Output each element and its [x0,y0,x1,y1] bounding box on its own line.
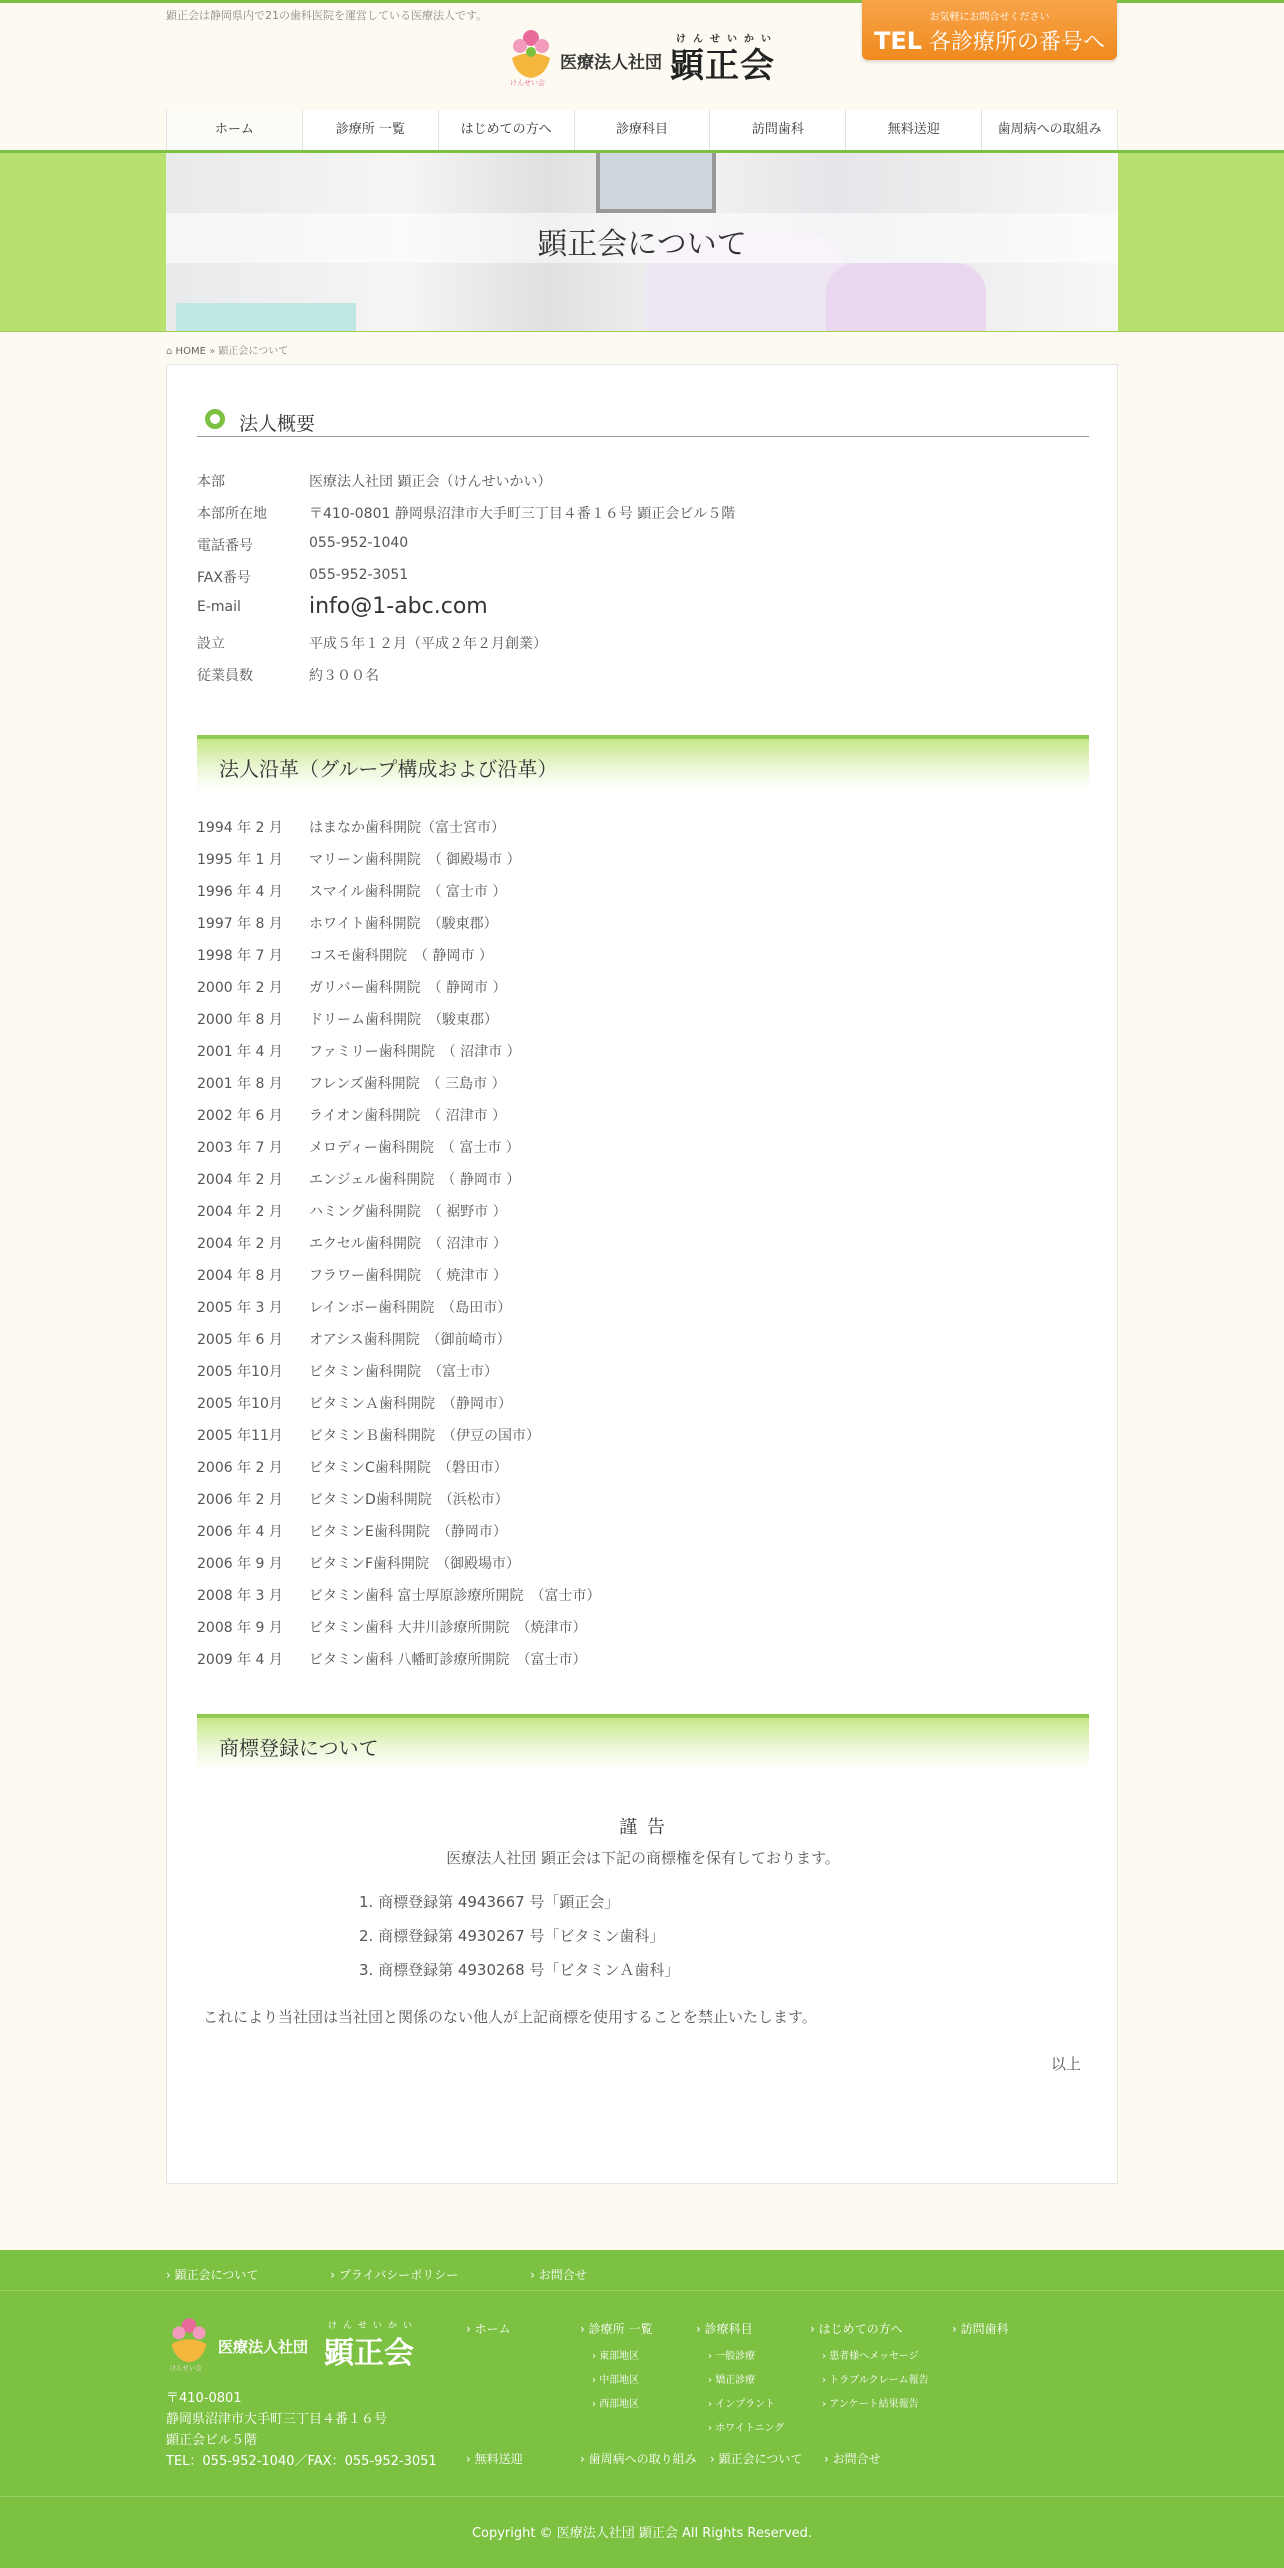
breadcrumb-separator: » [209,346,216,357]
history-text: はまなか歯科開院（富士宮市） [309,820,505,836]
history-text: ビタミンE歯科開院 （静岡市） [309,1524,507,1540]
tel-button[interactable] [862,0,1117,60]
logo-small-text: けんせい会 [510,79,545,87]
content-card [166,364,1118,2184]
history-date: 2006 年 4 月 [197,1524,283,1540]
footer-sub-label: 中部地区 [599,2375,640,2386]
footer-top-links [166,2266,655,2283]
footer-sub-label: ホワイトニング [715,2423,785,2434]
footer-logo-ruby: けんせいかい [328,2321,419,2331]
history-date: 2004 年 8 月 [197,1268,283,1284]
footer-link-contact-bottom[interactable]: › お問合せ [824,2452,881,2466]
history-date: 1996 年 4 月 [197,884,283,900]
footer-col-head-label: ホーム [474,2322,511,2336]
history-date: 1998 年 7 月 [197,948,283,964]
footer-sub-link[interactable]: › 西部地区 [592,2399,640,2410]
footer-address-line: 〒410-0801 [166,2391,242,2406]
overview-value: 055-952-1040 [309,535,409,551]
footer-address-line: 静岡県沼津市大手町三丁目４番１６号 [166,2412,388,2427]
history-text: ビタミンＢ歯科開院 （伊豆の国市） [309,1428,540,1444]
history-date: 2008 年 9 月 [197,1620,283,1636]
footer-col-home-visit [952,2320,1009,2347]
history-date: 2002 年 6 月 [197,1108,283,1124]
overview-heading [197,407,1089,437]
footer-sub-link[interactable]: › アンケート結果報告 [822,2399,919,2410]
history-text: ドリーム歯科開院 （駿東郡） [309,1012,498,1028]
history-text: レインボー歯科開院 （島田市） [309,1300,512,1316]
history-date: 2005 年10月 [197,1364,283,1380]
history-date: 2001 年 8 月 [197,1076,283,1092]
history-date: 2006 年 2 月 [197,1492,283,1508]
footer-link-label: お問合せ [832,2452,881,2466]
footer-sub-link[interactable]: › 矯正診療 [708,2375,756,2386]
site-logo[interactable] [506,28,778,90]
history-text: ビタミン歯科 大井川診療所開院 （焼津市） [309,1620,587,1636]
footer-sub-label: アンケート結果報告 [829,2399,919,2410]
footer-col-clinics [580,2320,652,2419]
nav-item-departments[interactable]: 診療科目 [575,110,711,150]
history-text: フレンズ歯科開院 （ 三島市 ） [309,1076,506,1092]
history-text: ビタミン歯科開院 （富士市） [309,1364,498,1380]
history-date: 1994 年 2 月 [197,820,283,836]
nav-item-free-shuttle[interactable]: 無料送迎 [846,110,982,150]
trademark-heading-text: 商標登録について [219,1736,379,1760]
breadcrumb [166,342,288,357]
hero-cabinet [176,303,356,331]
footer-sub-label: トラブルクレーム報告 [829,2375,929,2386]
breadcrumb-current: 顕正会について [218,346,289,357]
history-text: ビタミンD歯科開院 （浜松市） [309,1492,509,1508]
history-date: 2000 年 8 月 [197,1012,283,1028]
tel-label: 各診療所の番号へ [929,30,1106,55]
footer-sub-link[interactable]: › インプラント [708,2399,776,2410]
tel-button-label [862,25,1117,56]
footer-link-label: 顕正会について [174,2268,259,2282]
hero-banner [166,153,1118,331]
history-date: 2005 年11月 [197,1428,283,1444]
footer-link-periodontal[interactable]: › 歯周病への取り組み [580,2452,697,2466]
trademark-item: 2. 商標登録第 4930267 号「ビタミン歯科」 [359,1927,665,1945]
history-text: オアシス歯科開院 （御前崎市） [309,1332,511,1348]
history-heading [197,735,1089,791]
footer-sub-label: 矯正診療 [715,2375,756,2386]
overview-value: 〒410-0801 静岡県沼津市大手町三丁目４番１６号 顕正会ビル５階 [309,506,736,522]
history-date: 2004 年 2 月 [197,1236,283,1252]
history-text: スマイル歯科開院 （ 富士市 ） [309,884,507,900]
history-text: フラワー歯科開院 （ 焼津市 ） [309,1268,507,1284]
history-date: 2006 年 2 月 [197,1460,283,1476]
footer-link-shuttle[interactable]: › 無料送迎 [466,2452,523,2466]
footer-sub-label: 患者様へメッセージ [829,2351,919,2362]
footer-sub-label: 一般診療 [715,2351,756,2362]
logo-corp-text: 医療法人社団 [560,53,662,73]
email-link[interactable]: info@1-abc.com [309,594,488,619]
history-date: 2000 年 2 月 [197,980,283,996]
history-date: 2001 年 4 月 [197,1044,283,1060]
site-footer [0,2250,1284,2568]
footer-sub-link[interactable]: › ホワイトニング [708,2423,785,2434]
history-text: ビタミンＡ歯科開院 （静岡市） [309,1396,512,1412]
footer-sub-link[interactable]: › 東部地区 [592,2351,640,2362]
site-tagline: 顕正会は静岡県内で21の歯科医院を運営している医療法人です。 [166,9,488,22]
footer-address-line: 顕正会ビル５階 [166,2433,258,2448]
footer-col-head[interactable]: › はじめての方へ [810,2322,903,2336]
history-text: メロディー歯科開院 （ 富士市 ） [309,1140,520,1156]
trademark-item: 3. 商標登録第 4930268 号「ビタミンＡ歯科」 [359,1961,680,1979]
history-text: マリーン歯科開院 （ 御殿場市 ） [309,852,521,868]
history-text: ハミング歯科開院 （ 裾野市 ） [309,1204,507,1220]
footer-col-head-label: 診療所 一覧 [588,2322,653,2336]
home-icon: ⌂ [166,346,173,357]
history-date: 2004 年 2 月 [197,1204,283,1220]
history-date: 2005 年 3 月 [197,1300,283,1316]
footer-col-head-label: 診療科目 [704,2322,753,2336]
history-text: エンジェル歯科開院 （ 静岡市 ） [309,1172,521,1188]
history-date: 2006 年 9 月 [197,1556,283,1572]
footer-link-contact[interactable]: › お問合せ [530,2268,587,2282]
nav-item-home[interactable]: ホーム [167,110,303,150]
overview-value: 055-952-3051 [309,567,409,583]
footer-link-label: 歯周病への取り組み [588,2452,697,2466]
nav-item-periodontal[interactable]: 歯周病への取組み [982,110,1118,150]
history-date: 1997 年 8 月 [197,916,283,932]
history-date: 2004 年 2 月 [197,1172,283,1188]
logo-ruby-text: けんせいかい [676,34,778,45]
trademark-item: 1. 商標登録第 4943667 号「顕正会」 [359,1893,620,1911]
history-text: ビタミン歯科 八幡町診療所開院 （富士市） [309,1652,587,1668]
footer-link-label: お問合せ [538,2268,587,2282]
overview-key: 従業員数 [197,668,253,684]
footer-sub-link[interactable]: › トラブルクレーム報告 [822,2375,929,2386]
circle-bullet-icon [205,409,225,429]
copyright: Copyright © 医療法人社団 顕正会 All Rights Reserved. [471,2526,813,2541]
history-date: 2009 年 4 月 [197,1652,283,1668]
tel-button-sub: お気軽にお問合せください [929,12,1050,23]
footer-sub-label: 東部地区 [599,2351,640,2362]
footer-col-head[interactable]: › 訪問歯科 [952,2322,1009,2336]
overview-key: 本部 [197,474,225,490]
nav-item-first-visit[interactable]: はじめての方へ [439,110,575,150]
footer-sub-label: 西部地区 [599,2399,640,2410]
overview-key: 本部所在地 [197,506,267,522]
main-nav [166,110,1118,150]
history-date: 2008 年 3 月 [197,1588,283,1604]
trademark-notice: 謹 告 [619,1817,667,1838]
overview-key: 電話番号 [197,538,253,554]
overview-value: 平成５年１２月（平成２年２月創業） [309,636,547,652]
history-text: ビタミンC歯科開院 （磐田市） [309,1460,508,1476]
footer-divider [0,2290,1284,2291]
breadcrumb-home-link[interactable]: HOME [175,346,206,357]
logo-name-text: 顕正会 [670,46,775,86]
footer-sub-link[interactable]: › 患者様へメッセージ [822,2351,919,2362]
history-date: 2005 年 6 月 [197,1332,283,1348]
history-text: ファミリー歯科開院 （ 沼津市 ） [309,1044,521,1060]
tel-prefix: TEL [873,27,923,55]
overview-key: FAX番号 [197,570,251,586]
footer-logo-name: 顕正会 [324,2336,414,2371]
history-date: 2003 年 7 月 [197,1140,283,1156]
footer-col-departments [696,2320,784,2443]
history-text: ライオン歯科開院 （ 沼津市 ） [309,1108,507,1124]
footer-col-first-visit [810,2320,929,2419]
history-heading-text: 法人沿革（グループ構成および沿革） [219,757,558,781]
overview-value: 医療法人社団 顕正会（けんせいかい） [309,474,552,490]
hero-monitor [596,153,716,213]
footer-address [166,2388,437,2472]
footer-sub-link[interactable]: › 一般診療 [708,2351,756,2362]
trademark-note: これにより当社団は当社団と関係のない他人が上記商標を使用することを禁止いたします。 [203,2008,817,2026]
footer-address-line: TEL：055-952-1040／FAX：055-952-3051 [166,2454,437,2469]
history-text: エクセル歯科開院 （ 沼津市 ） [309,1236,507,1252]
footer-col-head[interactable]: › 診療科目 [696,2322,753,2336]
trademark-heading [197,1714,1089,1770]
footer-sub-label: インプラント [715,2399,776,2410]
footer-link-about-bottom[interactable]: › 顕正会について [710,2452,803,2466]
page-title: 顕正会について [537,227,747,262]
overview-value: 約３００名 [309,668,379,684]
history-text: コスモ歯科開院 （ 静岡市 ） [309,948,493,964]
nav-item-home-visit[interactable]: 訪問歯科 [710,110,846,150]
history-text: ビタミンF歯科開院 （御殿場市） [309,1556,521,1572]
footer-link-label: 無料送迎 [474,2452,523,2466]
footer-link-about[interactable]: › 顕正会について [166,2268,259,2282]
footer-sub-link[interactable]: › 中部地区 [592,2375,640,2386]
footer-col-head-label: はじめての方へ [818,2322,903,2336]
footer-logo-corp: 医療法人社団 [218,2338,309,2356]
history-text: ガリバー歯科開院 （ 静岡市 ） [309,980,507,996]
footer-link-label: 顕正会について [718,2452,803,2466]
footer-divider [0,2496,1284,2497]
hero-dental-chair-back [826,263,986,331]
trademark-end: 以上 [1051,2055,1082,2073]
history-date: 2005 年10月 [197,1396,283,1412]
footer-col-home [466,2320,511,2347]
footer-logo[interactable] [166,2316,426,2376]
footer-col-head-label: 訪問歯科 [960,2322,1009,2336]
footer-logo-mark-icon [166,2316,212,2372]
overview-heading-text: 法人概要 [239,413,316,435]
svg-text:けんせい会: けんせい会 [169,2363,202,2372]
footer-col-head[interactable]: › ホーム [466,2322,511,2336]
footer-col-head[interactable]: › 診療所 一覧 [580,2322,653,2336]
overview-key: E-mail [197,599,241,615]
history-date: 1995 年 1 月 [197,852,283,868]
nav-item-clinics[interactable]: 診療所 一覧 [303,110,439,150]
history-text: ホワイト歯科開院 （駿東郡） [309,916,498,932]
overview-key: 設立 [197,636,225,652]
history-text: ビタミン歯科 富士厚原診療所開院 （富士市） [309,1588,601,1604]
footer-link-label: プライバシーポリシー [338,2268,459,2282]
footer-link-privacy[interactable]: › プライバシーポリシー [330,2268,459,2282]
trademark-sub: 医療法人社団 顕正会は下記の商標権を保有しております。 [446,1849,840,1867]
